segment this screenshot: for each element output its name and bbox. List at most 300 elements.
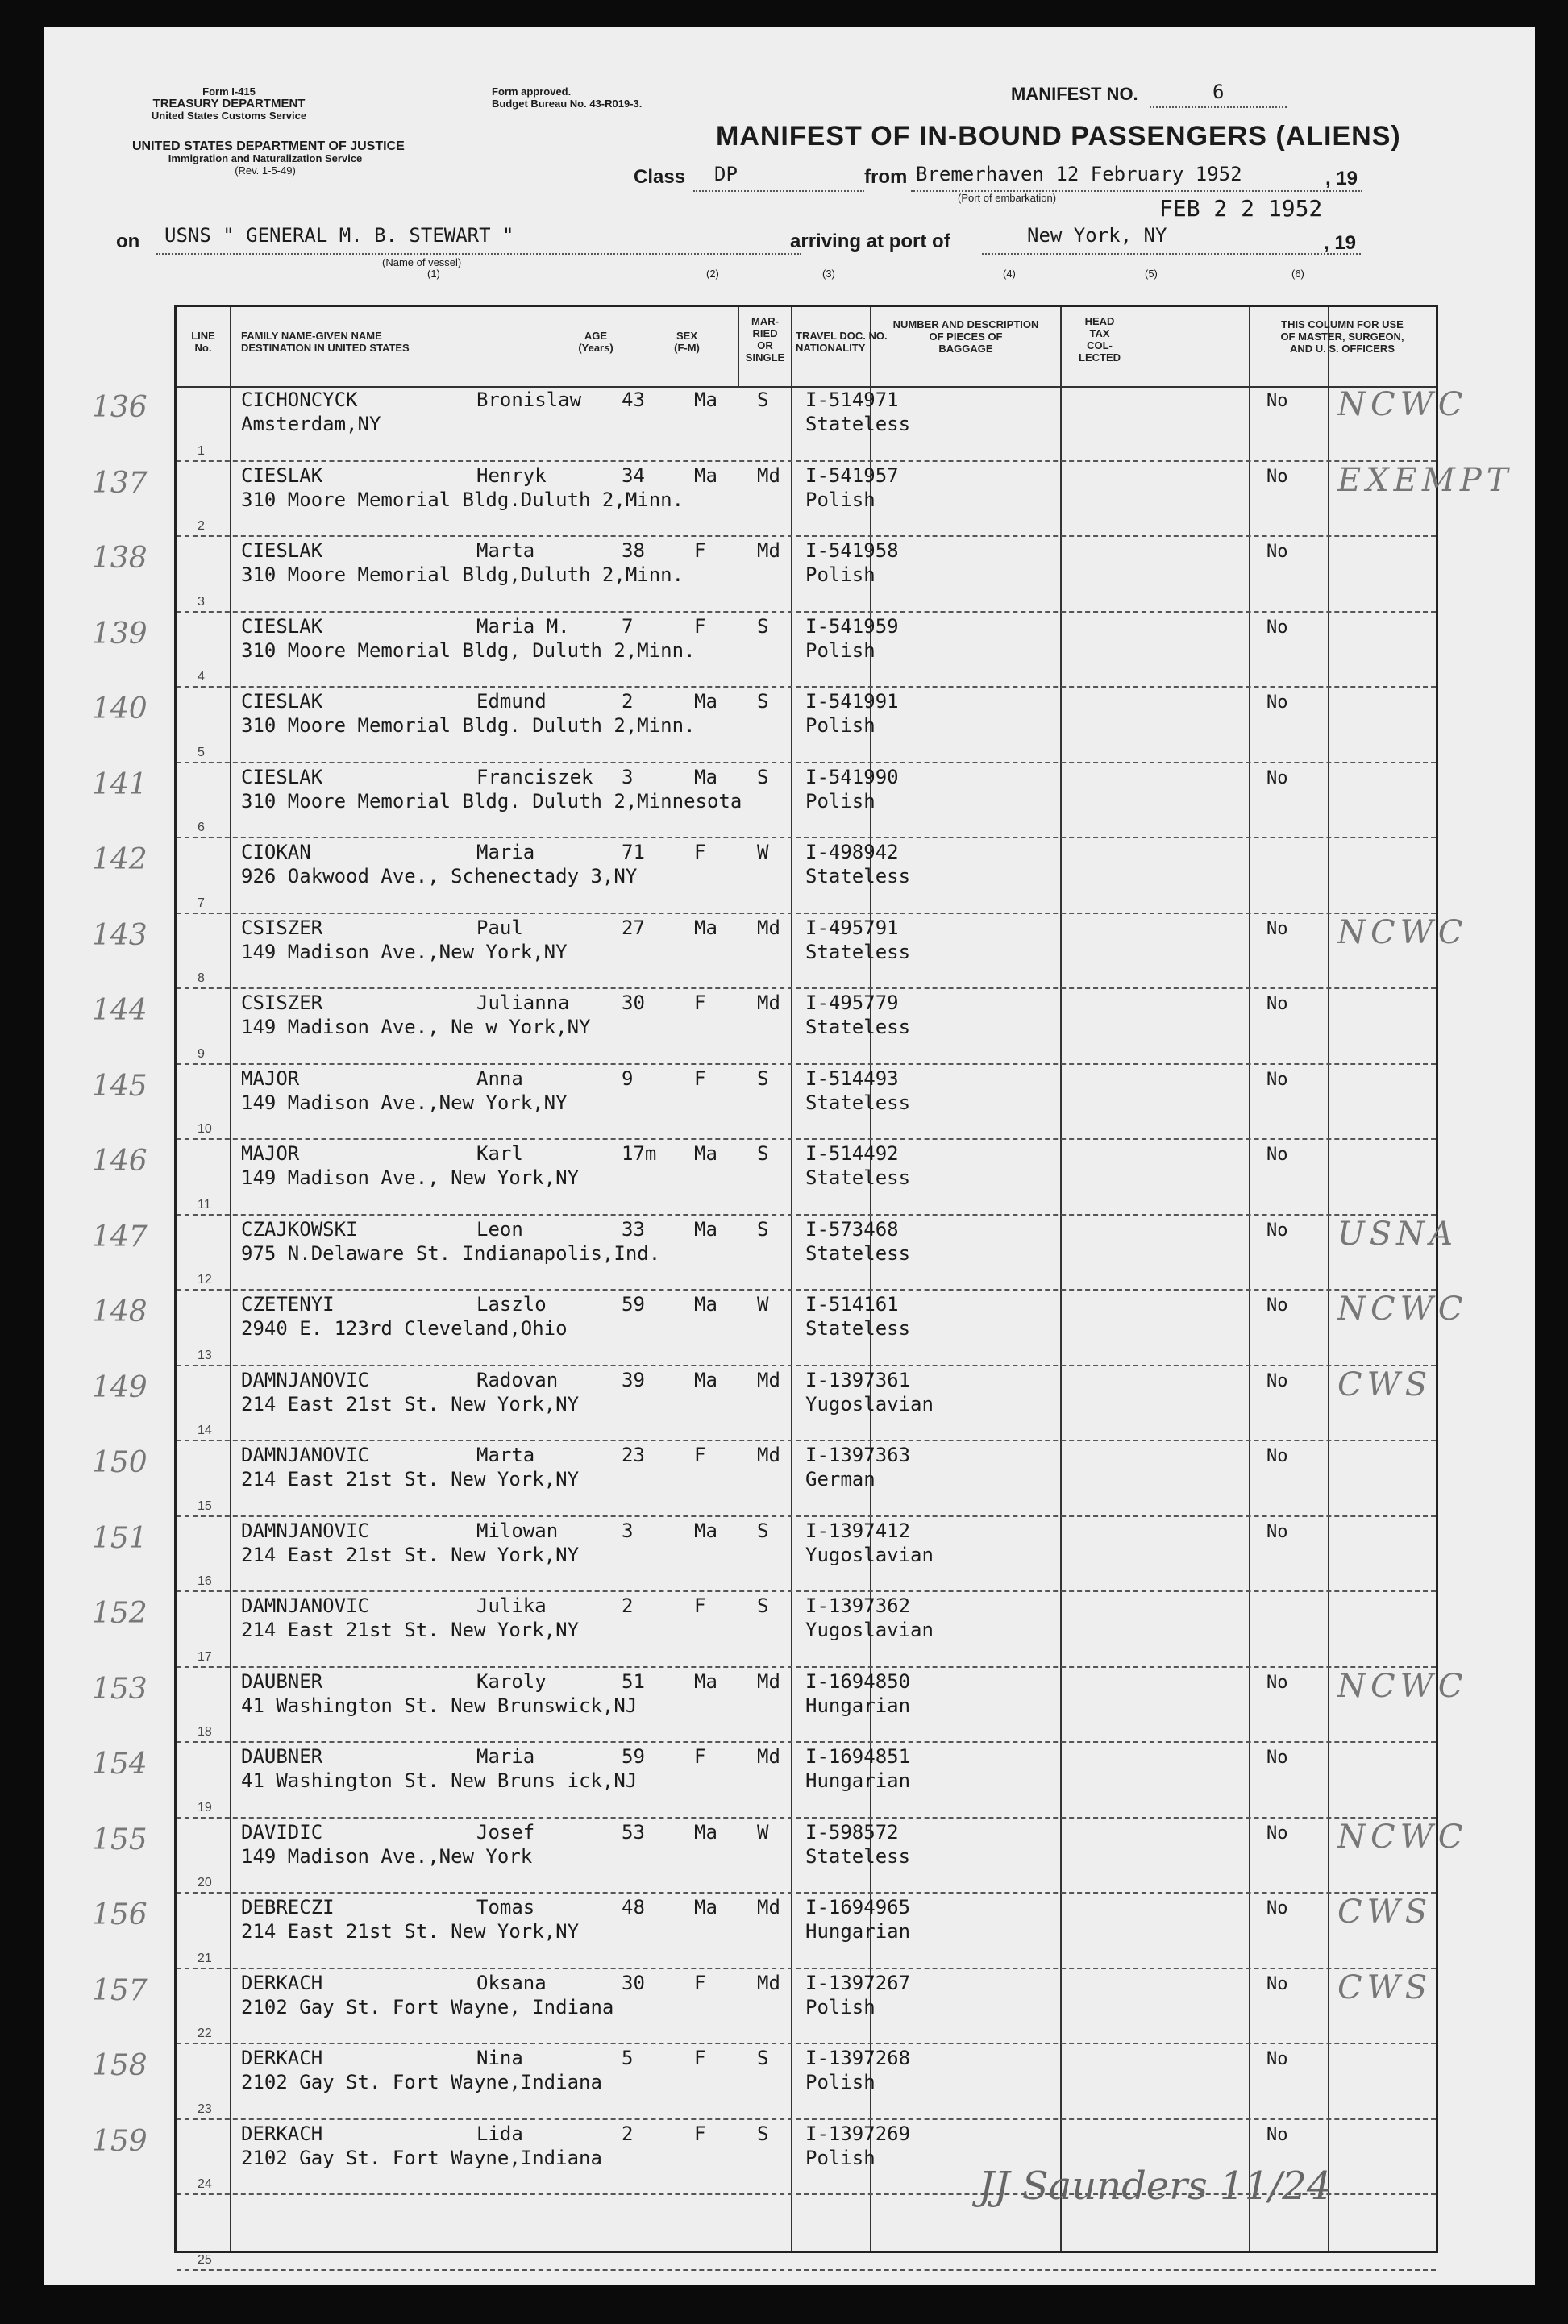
family-name: DAUBNER: [241, 1669, 323, 1693]
marital-status: W: [757, 1293, 769, 1316]
sex: Ma: [694, 1519, 717, 1542]
head-tax: No: [1266, 994, 1288, 1014]
nationality: Stateless: [805, 1091, 911, 1114]
justice-info: [132, 139, 405, 177]
nationality: Stateless: [805, 1317, 911, 1340]
marital-status: Md: [757, 539, 780, 562]
th-line-no: LINE No.: [191, 330, 218, 354]
travel-doc-no: I-514161: [805, 1293, 899, 1316]
table-row: [92, 1894, 1436, 1969]
given-name: Oksana: [476, 1971, 547, 1994]
travel-doc-no: I-598572: [805, 1820, 899, 1844]
marital-status: S: [757, 2047, 769, 2069]
family-name: MAJOR: [241, 1142, 300, 1165]
margin-number: 147: [92, 1220, 148, 1253]
th-name: FAMILY NAME-GIVEN NAME DESTINATION IN UNITED STATES: [241, 330, 410, 354]
table-row: [92, 613, 1436, 688]
nationality: Polish: [805, 563, 876, 586]
sex: Ma: [694, 1896, 717, 1919]
travel-doc-no: I-573468: [805, 1217, 899, 1241]
line-number: 19: [198, 1800, 212, 1815]
nationality: Polish: [805, 2071, 876, 2093]
officer-note: CWS: [1337, 1969, 1433, 2006]
age: 2: [622, 1594, 634, 1617]
signature: JJ Saunders 11/24: [979, 2164, 1332, 2209]
th-sex: SEX (F-M): [674, 330, 700, 354]
form-info: [132, 85, 326, 122]
officer-note: NCWC: [1337, 386, 1468, 423]
officer-note: NCWC: [1337, 1818, 1468, 1856]
head-tax: No: [1266, 1748, 1288, 1768]
destination: 149 Madison Ave.,New York,NY: [241, 1091, 568, 1114]
travel-doc-no: I-541990: [805, 765, 899, 788]
head-tax: No: [1266, 542, 1288, 562]
revision: (Rev. 1-5-49): [235, 164, 296, 177]
destination: 214 East 21st St. New York,NY: [241, 1920, 580, 1943]
line-number: 7: [198, 896, 205, 910]
destination: 2102 Gay St. Fort Wayne, Indiana: [241, 1995, 614, 2018]
sex: Ma: [694, 1820, 717, 1844]
marital-status: Md: [757, 1669, 780, 1693]
sex: Ma: [694, 1368, 717, 1391]
table-row: [92, 838, 1436, 914]
nationality: Hungarian: [805, 1694, 911, 1717]
sex: F: [694, 1594, 706, 1617]
line-number: 8: [198, 971, 205, 986]
marital-status: S: [757, 690, 769, 713]
manifest-no-line: [1150, 106, 1287, 108]
line-number: 9: [198, 1046, 205, 1061]
marital-status: S: [757, 2122, 769, 2145]
margin-number: 152: [92, 1597, 148, 1630]
year2-label: , 19: [1324, 232, 1357, 254]
margin-number: 153: [92, 1672, 148, 1706]
margin-number: 158: [92, 2049, 148, 2082]
age: 7: [622, 614, 634, 638]
line-number: 20: [198, 1876, 212, 1890]
arriving-label: arriving at port of: [790, 231, 950, 252]
age: 34: [622, 464, 645, 487]
nationality: Polish: [805, 1995, 876, 2018]
destination: 926 Oakwood Ave., Schenectady 3,NY: [241, 865, 638, 888]
sex: Ma: [694, 1142, 717, 1165]
head-tax: No: [1266, 2049, 1288, 2069]
given-name: Radovan: [476, 1368, 559, 1391]
sex: F: [694, 1444, 706, 1466]
destination: 214 East 21st St. New York,NY: [241, 1619, 580, 1641]
destination: 214 East 21st St. New York,NY: [241, 1392, 580, 1416]
head-tax: No: [1266, 1521, 1288, 1542]
manifest-number: 6: [1212, 81, 1225, 103]
margin-number: 140: [92, 692, 148, 725]
table-row: [92, 1517, 1436, 1593]
destination: 310 Moore Memorial Bldg, Duluth 2,Minn.: [241, 638, 696, 662]
budget-bureau: Budget Bureau No. 43-R019-3.: [492, 98, 643, 110]
sex: F: [694, 539, 706, 562]
head-tax: No: [1266, 1672, 1288, 1693]
family-name: CIESLAK: [241, 690, 323, 713]
ins-service: Immigration and Naturalization Service: [168, 152, 363, 164]
marital-status: Md: [757, 992, 780, 1014]
margin-number: 154: [92, 1748, 148, 1781]
destination: 41 Washington St. New Brunswick,NJ: [241, 1694, 638, 1717]
customs-service: United States Customs Service: [151, 110, 307, 122]
table-row: [92, 461, 1513, 538]
col-num-6: (6): [1291, 268, 1304, 280]
sex: Ma: [694, 765, 717, 788]
sex: F: [694, 1971, 706, 1994]
sex: F: [694, 2047, 706, 2069]
margin-number: 157: [92, 1973, 148, 2007]
given-name: Nina: [476, 2047, 523, 2069]
th-travel: TRAVEL DOC. NO. NATIONALITY: [796, 330, 888, 354]
destination: 214 East 21st St. New York,NY: [241, 1543, 580, 1566]
head-tax: No: [1266, 1898, 1288, 1919]
margin-number: 144: [92, 994, 148, 1027]
travel-doc-no: I-498942: [805, 841, 899, 863]
family-name: CIESLAK: [241, 765, 323, 788]
class-value: DP: [714, 163, 738, 185]
travel-doc-no: I-1694851: [805, 1745, 911, 1768]
nationality: Polish: [805, 488, 876, 511]
destination: 310 Moore Memorial Bldg. Duluth 2,Minn.: [241, 714, 696, 737]
family-name: DAMNJANOVIC: [241, 1594, 369, 1617]
margin-number: 143: [92, 918, 148, 952]
table-row: [92, 989, 1436, 1065]
age: 59: [622, 1293, 645, 1316]
th-married: MAR- RIED OR SINGLE: [745, 315, 785, 364]
family-name: DERKACH: [241, 1971, 323, 1994]
head-tax: No: [1266, 1295, 1288, 1316]
line-number: 1: [198, 443, 205, 458]
nationality: Polish: [805, 638, 876, 662]
given-name: Henryk: [476, 464, 547, 487]
th-officers: THIS COLUMN FOR USE OF MASTER, SURGEON, AND U. S. OFFICERS: [1280, 318, 1404, 355]
age: 3: [622, 1519, 634, 1542]
marital-status: Md: [757, 1444, 780, 1466]
family-name: MAJOR: [241, 1066, 300, 1090]
sex: Ma: [694, 916, 717, 939]
date-stamp: FEB 2 2 1952: [1159, 195, 1323, 222]
given-name: Josef: [476, 1820, 535, 1844]
marital-status: W: [757, 1820, 769, 1844]
line-number: 17: [198, 1649, 212, 1664]
marital-status: S: [757, 614, 769, 638]
age: 27: [622, 916, 645, 939]
table-row: [92, 1969, 1436, 2045]
travel-doc-no: I-1397363: [805, 1444, 911, 1466]
head-tax: No: [1266, 692, 1288, 713]
family-name: DAMNJANOVIC: [241, 1519, 369, 1542]
officer-note: NCWC: [1337, 1291, 1468, 1328]
given-name: Paul: [476, 916, 523, 939]
treasury-dept: TREASURY DEPARTMENT: [152, 97, 306, 110]
given-name: Anna: [476, 1066, 523, 1090]
destination: 149 Madison Ave., New York,NY: [241, 1166, 580, 1189]
line-number: 22: [198, 2027, 212, 2041]
table-row: [92, 688, 1436, 763]
age: 3: [622, 765, 634, 788]
marital-status: Md: [757, 1896, 780, 1919]
nationality: Yugoslavian: [805, 1543, 934, 1566]
given-name: Lida: [476, 2122, 523, 2145]
nationality: Stateless: [805, 865, 911, 888]
from-label: from: [864, 166, 908, 188]
sex: F: [694, 614, 706, 638]
age: 2: [622, 690, 634, 713]
age: 30: [622, 1971, 645, 1994]
given-name: Franciszek: [476, 765, 593, 788]
margin-number: 155: [92, 1823, 148, 1856]
embarkation-note: (Port of embarkation): [958, 192, 1057, 204]
line-number: 4: [198, 670, 205, 684]
marital-status: S: [757, 1066, 769, 1090]
class-line: [693, 190, 864, 192]
travel-doc-no: I-1397268: [805, 2047, 911, 2069]
travel-doc-no: I-514971: [805, 389, 899, 411]
sex: F: [694, 992, 706, 1014]
th-age: AGE (Years): [578, 330, 613, 354]
line-number: 18: [198, 1725, 212, 1740]
age: 5: [622, 2047, 634, 2069]
table-row: [92, 1743, 1436, 1819]
nationality: Yugoslavian: [805, 1392, 934, 1416]
nationality: Polish: [805, 714, 876, 737]
table-row: [92, 1366, 1436, 1442]
margin-number: 137: [92, 466, 148, 500]
travel-doc-no: I-1694850: [805, 1669, 911, 1693]
margin-number: 156: [92, 1898, 148, 1931]
given-name: Marta: [476, 539, 535, 562]
age: 39: [622, 1368, 645, 1391]
head-tax: No: [1266, 1069, 1288, 1090]
sex: F: [694, 1745, 706, 1768]
head-tax: No: [1266, 1973, 1288, 1994]
table-row: [92, 1291, 1468, 1366]
nationality: Stateless: [805, 940, 911, 963]
th-tax: HEAD TAX COL- LECTED: [1079, 315, 1121, 364]
officer-note: EXEMPT: [1337, 461, 1513, 499]
age: 53: [622, 1820, 645, 1844]
line-number: 13: [198, 1348, 212, 1362]
margin-number: 145: [92, 1069, 148, 1103]
marital-status: S: [757, 1217, 769, 1241]
family-name: CIOKAN: [241, 841, 311, 863]
vessel-note: (Name of vessel): [382, 256, 462, 268]
table-row: [92, 386, 1468, 462]
family-name: CIESLAK: [241, 614, 323, 638]
marital-status: S: [757, 1519, 769, 1542]
col-num-3: (3): [822, 268, 835, 280]
head-tax: No: [1266, 1823, 1288, 1844]
marital-status: S: [757, 1142, 769, 1165]
arrival-port: New York, NY: [1027, 224, 1167, 247]
destination: 149 Madison Ave., Ne w York,NY: [241, 1016, 591, 1038]
marital-status: S: [757, 765, 769, 788]
line-number: 24: [198, 2177, 212, 2192]
line-number: 6: [198, 821, 205, 835]
marital-status: W: [757, 841, 769, 863]
head-tax: No: [1266, 1446, 1288, 1466]
given-name: Bronislaw: [476, 389, 582, 411]
marital-status: Md: [757, 464, 780, 487]
travel-doc-no: I-541958: [805, 539, 899, 562]
travel-doc-no: I-495779: [805, 992, 899, 1014]
line-number: 25: [198, 2252, 212, 2267]
family-name: DERKACH: [241, 2047, 323, 2069]
table-row: [92, 537, 1436, 613]
margin-number: 146: [92, 1145, 148, 1178]
travel-doc-no: I-1397267: [805, 1971, 911, 1994]
margin-number: 151: [92, 1521, 148, 1555]
vessel-line: [156, 253, 801, 255]
nationality: Stateless: [805, 1844, 911, 1868]
given-name: Maria: [476, 1745, 535, 1768]
margin-number: 149: [92, 1370, 148, 1404]
given-name: Julianna: [476, 992, 570, 1014]
marital-status: S: [757, 1594, 769, 1617]
line-number: 2: [198, 519, 205, 534]
col-num-1: (1): [427, 268, 440, 280]
margin-number: 159: [92, 2124, 148, 2158]
head-tax: No: [1266, 617, 1288, 638]
destination: 149 Madison Ave.,New York,NY: [241, 940, 568, 963]
given-name: Maria M.: [476, 614, 570, 638]
class-label: Class: [634, 166, 686, 188]
head-tax: No: [1266, 391, 1288, 411]
line-number: 23: [198, 2102, 212, 2116]
destination: 41 Washington St. New Bruns ick,NJ: [241, 1769, 638, 1792]
sex: F: [694, 841, 706, 863]
head-tax: No: [1266, 1145, 1288, 1165]
nationality: Hungarian: [805, 1920, 911, 1943]
destination: 2940 E. 123rd Cleveland,Ohio: [241, 1317, 568, 1340]
line-number: 12: [198, 1273, 212, 1287]
marital-status: Md: [757, 1745, 780, 1768]
family-name: CZAJKOWSKI: [241, 1217, 358, 1241]
margin-number: 150: [92, 1446, 148, 1479]
vessel-name: USNS " GENERAL M. B. STEWART ": [164, 224, 514, 247]
col-num-4: (4): [1003, 268, 1016, 280]
marital-status: S: [757, 389, 769, 411]
table-row: [92, 1592, 1436, 1668]
margin-number: 138: [92, 542, 148, 575]
officer-note: NCWC: [1337, 1667, 1468, 1705]
officer-note: CWS: [1337, 1894, 1433, 1931]
line-number: 5: [198, 745, 205, 759]
table-row: [92, 2044, 1436, 2120]
travel-doc-no: I-1694965: [805, 1896, 911, 1919]
age: 51: [622, 1669, 645, 1693]
line-number: 16: [198, 1574, 212, 1589]
head-tax: No: [1266, 1220, 1288, 1241]
destination: 310 Moore Memorial Bldg.Duluth 2,Minn.: [241, 488, 684, 511]
th-baggage: NUMBER AND DESCRIPTION OF PIECES OF BAGGAGE: [892, 318, 1039, 355]
travel-doc-no: I-1397361: [805, 1368, 911, 1391]
sex: Ma: [694, 1217, 717, 1241]
given-name: Karoly: [476, 1669, 547, 1693]
marital-status: Md: [757, 1971, 780, 1994]
destination: 975 N.Delaware St. Indianapolis,Ind.: [241, 1241, 661, 1265]
col-num-2: (2): [706, 268, 719, 280]
justice-dept: UNITED STATES DEPARTMENT OF JUSTICE: [132, 139, 405, 153]
nationality: Polish: [805, 789, 876, 813]
form-approved: Form approved.: [492, 85, 572, 98]
nationality: Stateless: [805, 1241, 911, 1265]
sex: Ma: [694, 1293, 717, 1316]
table-row: [92, 913, 1468, 990]
line-number: 10: [198, 1122, 212, 1137]
age: 9: [622, 1066, 634, 1090]
given-name: Marta: [476, 1444, 535, 1466]
table-header: [177, 307, 1436, 388]
travel-doc-no: I-1397362: [805, 1594, 911, 1617]
line-number: 3: [198, 594, 205, 609]
family-name: CIESLAK: [241, 464, 323, 487]
embarkation-port: Bremerhaven 12 February 1952: [916, 163, 1242, 185]
travel-doc-no: I-541957: [805, 464, 899, 487]
marital-status: Md: [757, 916, 780, 939]
age: 71: [622, 841, 645, 863]
marital-status: Md: [757, 1368, 780, 1391]
travel-doc-no: I-514492: [805, 1142, 899, 1165]
manifest-page: [44, 27, 1535, 2285]
officer-note: CWS: [1337, 1366, 1433, 1403]
given-name: Maria: [476, 841, 535, 863]
travel-doc-no: I-541959: [805, 614, 899, 638]
sex: Ma: [694, 389, 717, 411]
table-row: [92, 1215, 1458, 1291]
nationality: Polish: [805, 2146, 876, 2169]
line-number: 15: [198, 1499, 212, 1513]
family-name: CICHONCYCK: [241, 389, 358, 411]
nationality: German: [805, 1468, 876, 1490]
destination: 214 East 21st St. New York,NY: [241, 1468, 580, 1490]
margin-number: 136: [92, 391, 148, 424]
age: 33: [622, 1217, 645, 1241]
destination: 149 Madison Ave.,New York: [241, 1844, 533, 1868]
destination: Amsterdam,NY: [241, 413, 381, 435]
destination: 310 Moore Memorial Bldg. Duluth 2,Minnesota: [241, 789, 742, 813]
head-tax: No: [1266, 767, 1288, 788]
col-num-5: (5): [1145, 268, 1158, 280]
nationality: Stateless: [805, 1166, 911, 1189]
given-name: Tomas: [476, 1896, 535, 1919]
approval-info: [492, 85, 642, 110]
officer-note: USNA: [1337, 1215, 1458, 1253]
age: 48: [622, 1896, 645, 1919]
manifest-no-label: MANIFEST NO.: [1011, 84, 1138, 104]
margin-number: 141: [92, 767, 148, 801]
sex: Ma: [694, 464, 717, 487]
table-row: [92, 1818, 1468, 1894]
line-number: 21: [198, 1951, 212, 1965]
year-label: , 19: [1325, 168, 1358, 189]
destination: 2102 Gay St. Fort Wayne,Indiana: [241, 2146, 602, 2169]
given-name: Laszlo: [476, 1293, 547, 1316]
table-row: [92, 1065, 1436, 1141]
age: 17m: [622, 1142, 657, 1165]
family-name: DAUBNER: [241, 1745, 323, 1768]
given-name: Karl: [476, 1142, 523, 1165]
given-name: Edmund: [476, 690, 547, 713]
margin-number: 142: [92, 843, 148, 876]
age: 43: [622, 389, 645, 411]
family-name: DEBRECZI: [241, 1896, 335, 1919]
age: 38: [622, 539, 645, 562]
given-name: Milowan: [476, 1519, 559, 1542]
margin-number: 148: [92, 1295, 148, 1328]
